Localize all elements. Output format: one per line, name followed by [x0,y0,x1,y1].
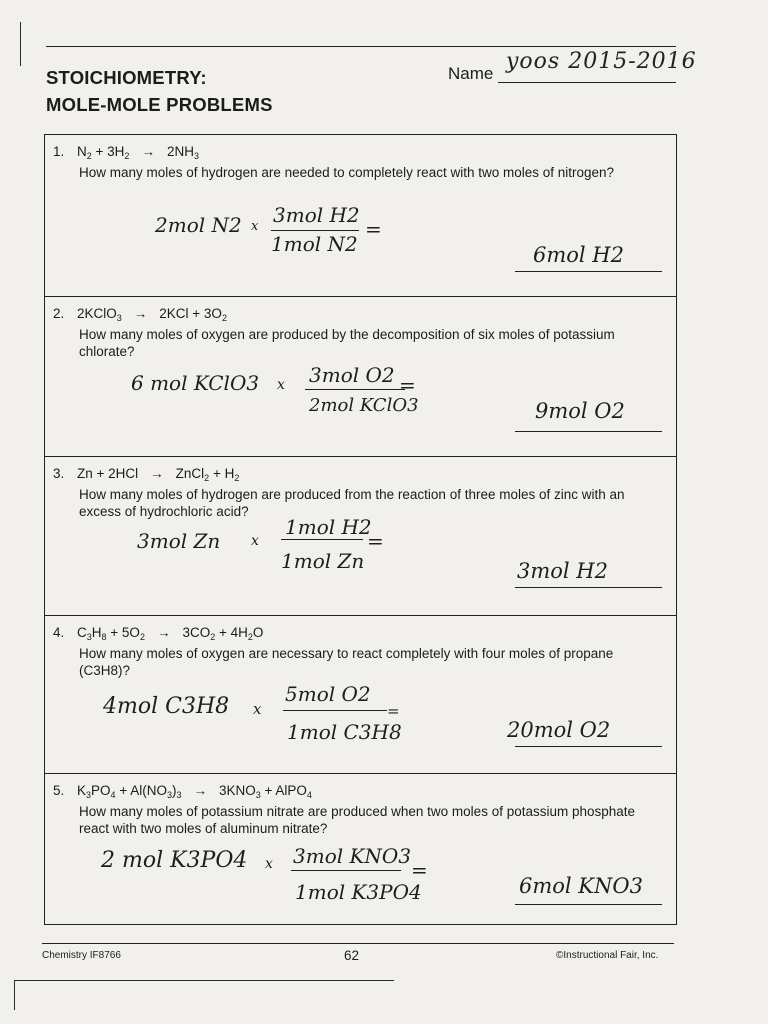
problem-1 [45,135,676,296]
problem-equation: 1. $N_2 + 3H_2 \to 2NH_3$ [53,144,199,161]
work-numerator: 5mol O2 [285,682,371,706]
work-numerator: 3mol O2 [309,363,395,387]
problem-number: 3. [53,466,65,481]
problem-number: 1. [53,144,65,159]
problem-equation: 5. $K_3PO_4 + Al(NO_3)_3 \to 3KNO_3$ + AlPO$_4$ [53,783,312,800]
work-denominator: 2mol KClO3 [309,395,419,416]
name-field-line [498,82,676,83]
answer-line [515,431,662,432]
work-denominator: 1mol Zn [281,549,365,573]
work-numerator: 3mol KNO3 [293,844,412,868]
problem-question: How many moles of hydrogen are needed to completely react with two moles of nitrogen? [79,165,615,180]
scan-edge-line [20,22,21,66]
work-given: 2 mol K3PO4 [101,848,248,873]
work-denominator: 1mol K3PO4 [295,880,422,904]
worksheet-title [46,64,273,118]
work-times: x [277,377,285,393]
fraction-bar [305,389,405,390]
page-number: 62 [344,948,360,963]
title-line-2: MOLE-MOLE PROBLEMS [46,94,273,115]
work-given: 4mol C3H8 [103,694,230,719]
answer: 6mol H2 [533,243,624,267]
problem-question: How many moles of hydrogen are produced from the reaction of three moles of zinc with an excess of hydrochloric acid? [79,487,625,519]
problem-number: 4. [53,625,65,640]
answer-line [515,746,662,747]
fraction-bar [281,539,363,540]
problem-question: How many moles of potassium nitrate are produced when two moles of potassium phosphate react with two moles of aluminum nitrate? [79,804,636,836]
scan-edge-line [14,980,394,981]
problem-4 [45,615,676,773]
footer-rule [42,943,674,944]
work-given: 3mol Zn [137,529,221,553]
problem-equation: 2. 2KClO$_3$ → $2KCl + 3O_2$ [53,306,227,323]
work-denominator: 1mol N2 [271,232,358,256]
problem-3 [45,456,676,615]
work-times: x [265,856,273,872]
answer: 20mol O2 [507,718,611,742]
scan-edge-line [14,980,15,1010]
work-given: 6 mol KClO3 [131,371,260,395]
problem-question: How many moles of oxygen are produced by the decomposition of six moles of potassium chlorate? [79,327,615,359]
problem-5 [45,773,676,924]
answer: 9mol O2 [535,399,625,423]
problem-2 [45,296,676,456]
work-equals: = [365,217,382,241]
problem-question: How many moles of oxygen are necessary to react completely with four moles of propane (C3H8)? [79,646,614,678]
answer-line [515,587,662,588]
answer: 6mol KNO3 [519,874,643,898]
name-handwritten: yoos 2015-2016 [506,49,697,74]
work-numerator: 3mol H2 [273,203,360,227]
fraction-bar [283,710,387,711]
problem-equation: 3. Zn + 2HCl → ZnCl$_2$ + $H_2$ [53,466,240,483]
work-equals: = [399,373,416,397]
answer: 3mol H2 [517,559,608,583]
work-denominator: 1mol C3H8 [287,720,402,744]
work-equals: = [367,529,384,553]
fraction-bar [271,230,359,231]
work-equals: = [387,702,400,720]
work-times: x [251,219,259,234]
answer-line [515,904,662,905]
work-numerator: 1mol H2 [285,515,372,539]
header-rule [46,46,676,47]
work-given: 2mol N2 [155,213,242,237]
work-times: x [253,700,262,718]
footer-left: Chemistry IF8766 [42,950,121,961]
work-equals: = [411,858,428,882]
problem-number: 2. [53,306,65,321]
footer-right: ©Instructional Fair, Inc. [556,950,659,961]
answer-line [515,271,662,272]
name-label: Name [448,64,494,83]
fraction-bar [291,870,401,871]
title-line-1: STOICHIOMETRY: [46,67,207,88]
problems-box [44,134,677,925]
problem-equation: 4. $C_3H_8 + 5O_2 \to 3CO_2 + 4H_2O$ [53,625,264,642]
work-times: x [251,533,259,549]
problem-number: 5. [53,783,65,798]
